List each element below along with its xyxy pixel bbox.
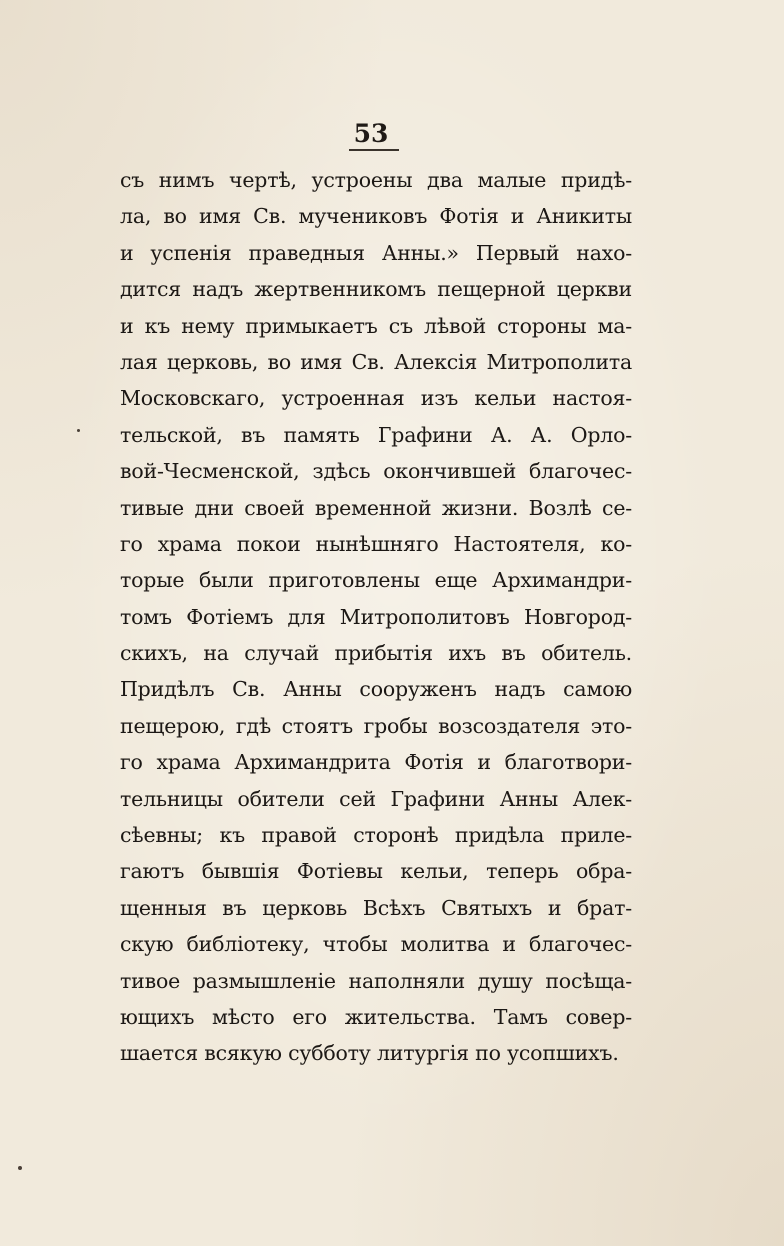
text-line: шается всякую субботу литургія по усопшихъ. [120,1041,619,1066]
text-line: и успенія праведныя Анны.» Первый нахо- [120,240,632,265]
text-line: Придѣлъ Св. Анны сооруженъ надъ самою [120,677,632,702]
text-line: вой-Чесменской, здѣсь окончившей благочес- [120,459,632,484]
text-line: тивое размышленіе наполняли душу посѣща- [120,968,632,993]
text-line: съ нимъ чертѣ, устроены два малые придѣ- [120,168,632,192]
paper-speck [18,1166,22,1170]
text-line: скихъ, на случай прибытія ихъ въ обитель. [120,641,632,666]
text-line: дится надъ жертвенникомъ пещерной церкви [120,277,632,302]
paper-speck [77,429,80,432]
text-line: сѣевны; къ правой сторонѣ придѣла прилe- [120,823,632,848]
text-line: торые были приготовлены еще Архимандри- [120,568,632,593]
text-line: тельницы обители сей Графини Анны Алек- [120,786,632,811]
text-line: томъ Фотіемъ для Митрополитовъ Новгород- [120,604,632,629]
page-number: 53 [353,119,389,148]
text-line: щенныя въ церковь Всѣхъ Святыхъ и брат- [120,895,632,920]
text-line: и къ нему примыкаетъ съ лѣвой стороны ма- [120,313,632,338]
text-line: скую библіотеку, чтобы молитва и благочес- [120,932,632,957]
text-line: пещерою, гдѣ стоятъ гробы возсоздателя это- [120,713,632,738]
text-line: гаютъ бывшія Фотіевы кельи, теперь обра- [120,859,632,884]
text-line: ла, во имя Св. мучениковъ Фотія и Аникиты [120,204,632,229]
text-line: Московскаго, устроенная изъ кельи настоя- [120,386,632,411]
text-line: тивые дни своей временной жизни. Возлѣ се- [120,495,632,520]
text-line: тельской, въ память Графини А. А. Орло- [120,422,632,447]
body-text [120,162,632,1072]
text-line: ющихъ мѣсто его жительства. Тамъ совер- [120,1004,632,1029]
page-number-rule [349,149,399,151]
text-line: лая церковь, во имя Св. Алексія Митрополита [120,349,632,374]
text-line: го храма Архимандрита Фотія и благотвори- [120,750,632,775]
text-line: го храма покои нынѣшняго Настоятеля, ко- [120,531,632,556]
